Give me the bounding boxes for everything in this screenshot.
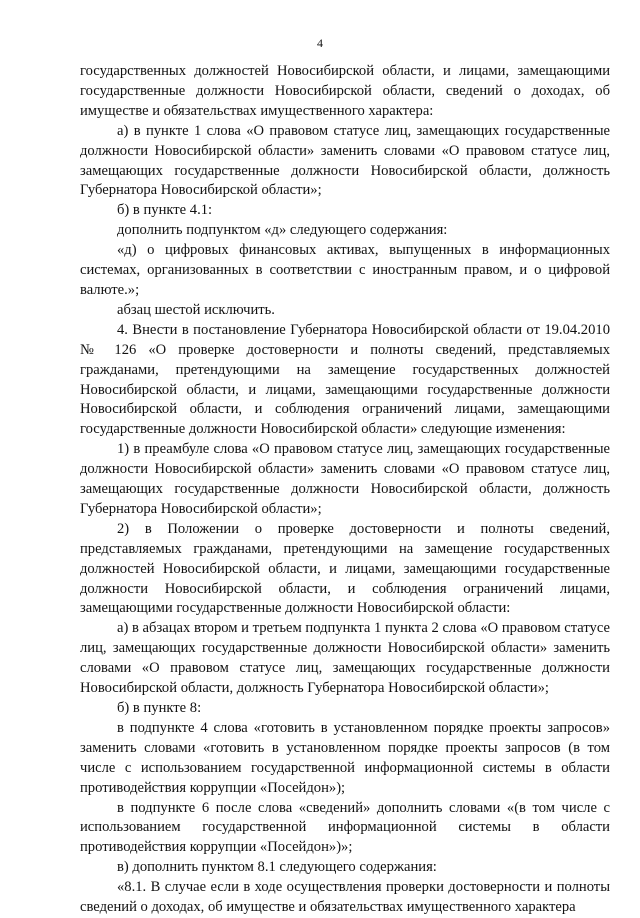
document-body bbox=[80, 62, 610, 918]
paragraph: в) дополнить пунктом 8.1 следующего содержания: bbox=[117, 859, 437, 876]
paragraph: в подпункте 6 после слова «сведений» дополнить словами «(в том числе с использованием государственной информационной системы в области противодействия коррупции «Посейдон»)»; bbox=[80, 799, 610, 856]
paragraph: 4. Внести в постановление Губернатора Новосибирской области от 19.04.2010 № 126 «О проверке достоверности и полноты сведений, представляемых гражданами, претендующими на замещение государственных должностей Новосибирской области, и лицами, замещающими государственные должности Новосибирской области, и соблюдения ограничений лицами, замещающими государственные должности Новосибирской области» следующие изменения: bbox=[80, 321, 610, 438]
paragraph: 1) в преамбуле слова «О правовом статусе лиц, замещающих государственные должности Новосибирской области» заменить словами «О правовом статусе лиц, замещающих государственные должности Новосибирской области, должность Губернатора Новосибирской области»; bbox=[80, 441, 610, 517]
paragraph: дополнить подпунктом «д» следующего содержания: bbox=[117, 222, 448, 239]
paragraph: «д) о цифровых финансовых активах, выпущенных в информационных системах, организованных в соответствии с иностранным правом, и о цифровой валюте.»; bbox=[80, 242, 610, 298]
paragraph: б) в пункте 8: bbox=[117, 700, 202, 716]
paragraph: абзац шестой исключить. bbox=[117, 301, 275, 318]
paragraph: б) в пункте 4.1: bbox=[117, 202, 213, 219]
page-number: 4 bbox=[317, 36, 323, 50]
paragraph: государственных должностей Новосибирской области, и лицами, замещающими государственные должности Новосибирской области, сведений о доходах, об имуществе и обязательствах имущественного характера: bbox=[80, 63, 610, 119]
paragraph: 2) в Положении о проверке достоверности и полноты сведений, представляемых гражданами, претендующими на замещение государственных должностей Новосибирской области, и лицами, замещающими государственные должности Новосибирской области, и соблюдения ограничений лицами, замещающими государственные должности Новосибирской области: bbox=[80, 520, 610, 617]
paragraph: а) в пункте 1 слова «О правовом статусе лиц, замещающих государственные должности Новосибирской области» заменить словами «О правовом статусе лиц, замещающих государственные должности Новосибирской области, должность Губернатора Новосибирской области»; bbox=[80, 122, 610, 199]
paragraph: в подпункте 4 слова «готовить в установленном порядке проекты запросов» заменить словами «готовить в установленном порядке проекты запросов (в том числе с использованием государственной информационной системы в области противодействия коррупции «Посейдон»); bbox=[80, 719, 610, 796]
paragraph: «8.1. В случае если в ходе осуществления проверки достоверности и полноты сведений о доходах, об имуществе и обязательствах имущественного характера bbox=[80, 879, 610, 916]
paragraph: а) в абзацах втором и третьем подпункта 1 пункта 2 слова «О правовом статусе лиц, замещающих государственные должности Новосибирской области» заменить словами «О правовом статусе лиц, замещающих государственные должности Новосибирской области, должность Губернатора Новосибирской области»; bbox=[80, 620, 610, 697]
